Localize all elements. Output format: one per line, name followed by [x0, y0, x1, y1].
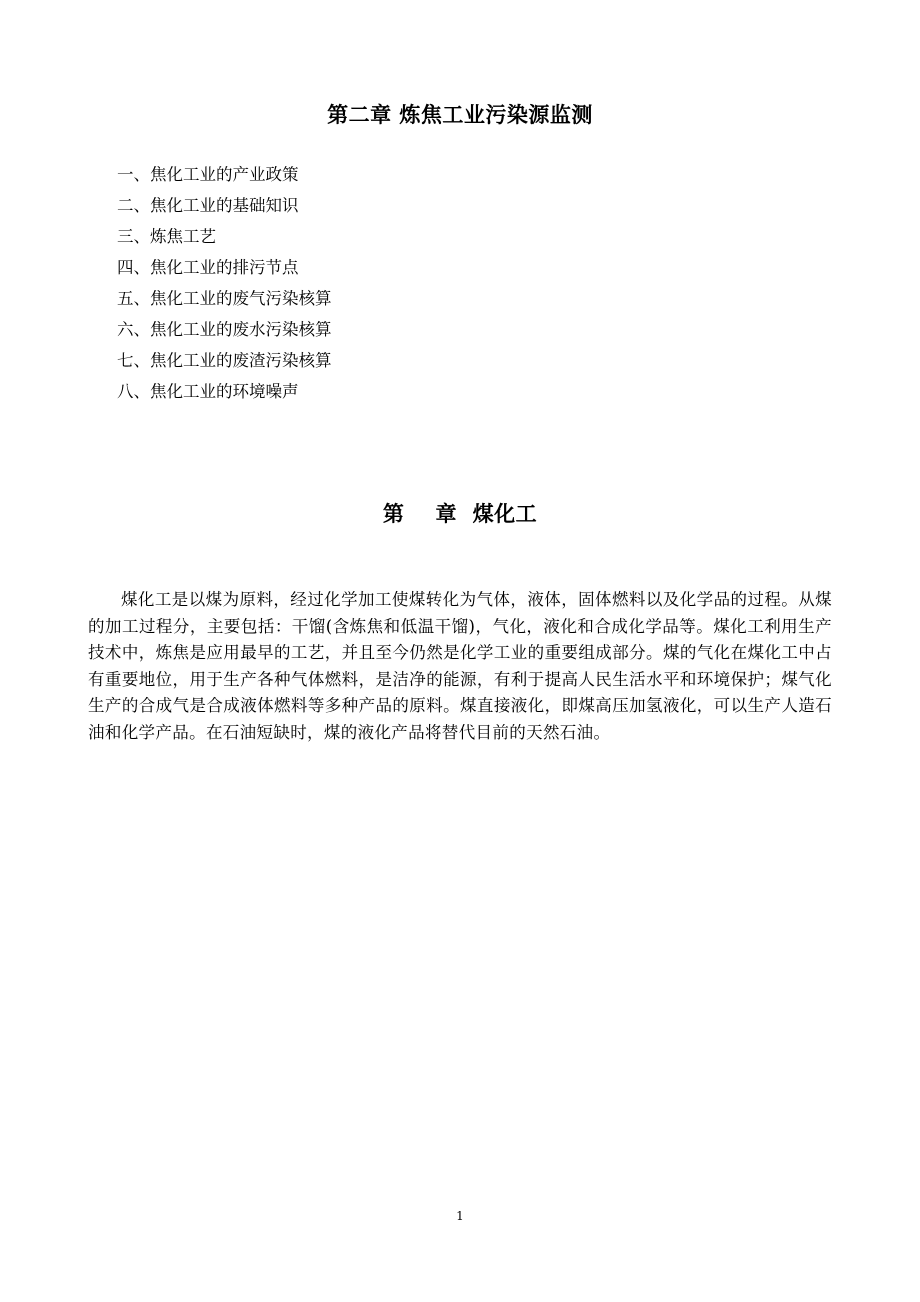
outline-item: 四、焦化工业的排污节点 — [117, 258, 299, 277]
page-number: 1 — [456, 1209, 464, 1223]
chapter-2-outline — [117, 159, 332, 407]
outline-item: 一、焦化工业的产业政策 — [117, 165, 299, 184]
outline-item: 五、焦化工业的废气污染核算 — [117, 289, 332, 308]
outline-item: 八、焦化工业的环境噪声 — [117, 382, 299, 401]
outline-item: 六、焦化工业的废水污染核算 — [117, 320, 332, 339]
chapter-3-paragraph: 煤化工是以煤为原料，经过化学加工使煤转化为气体，液体，固体燃料以及化学品的过程。从煤的加工过程分，主要包括：干馏(含炼焦和低温干馏)，气化，液化和合成化学品等。煤化工利用生产技术中，炼焦是应用最早的工艺，并且至今仍然是化学工业的重要组成部分。煤的气化在煤化工中占有重要地位，用于生产各种气体燃料，是洁净的能源，有利于提高人民生活水平和环境保护；煤气化生产的合成气是合成液体燃料等多种产品的原料。煤直接液化，即煤高压加氢液化，可以生产人造石油和化学产品。在石油短缺时，煤的液化产品将替代目前的天然石油。 — [88, 590, 832, 742]
chapter-3-title: 第 章 煤化工 — [382, 501, 538, 526]
outline-item: 三、炼焦工艺 — [117, 227, 216, 246]
chapter-2-title: 第二章 炼焦工业污染源监测 — [327, 102, 593, 127]
outline-item: 七、焦化工业的废渣污染核算 — [117, 351, 332, 370]
outline-item: 二、焦化工业的基础知识 — [117, 196, 299, 215]
